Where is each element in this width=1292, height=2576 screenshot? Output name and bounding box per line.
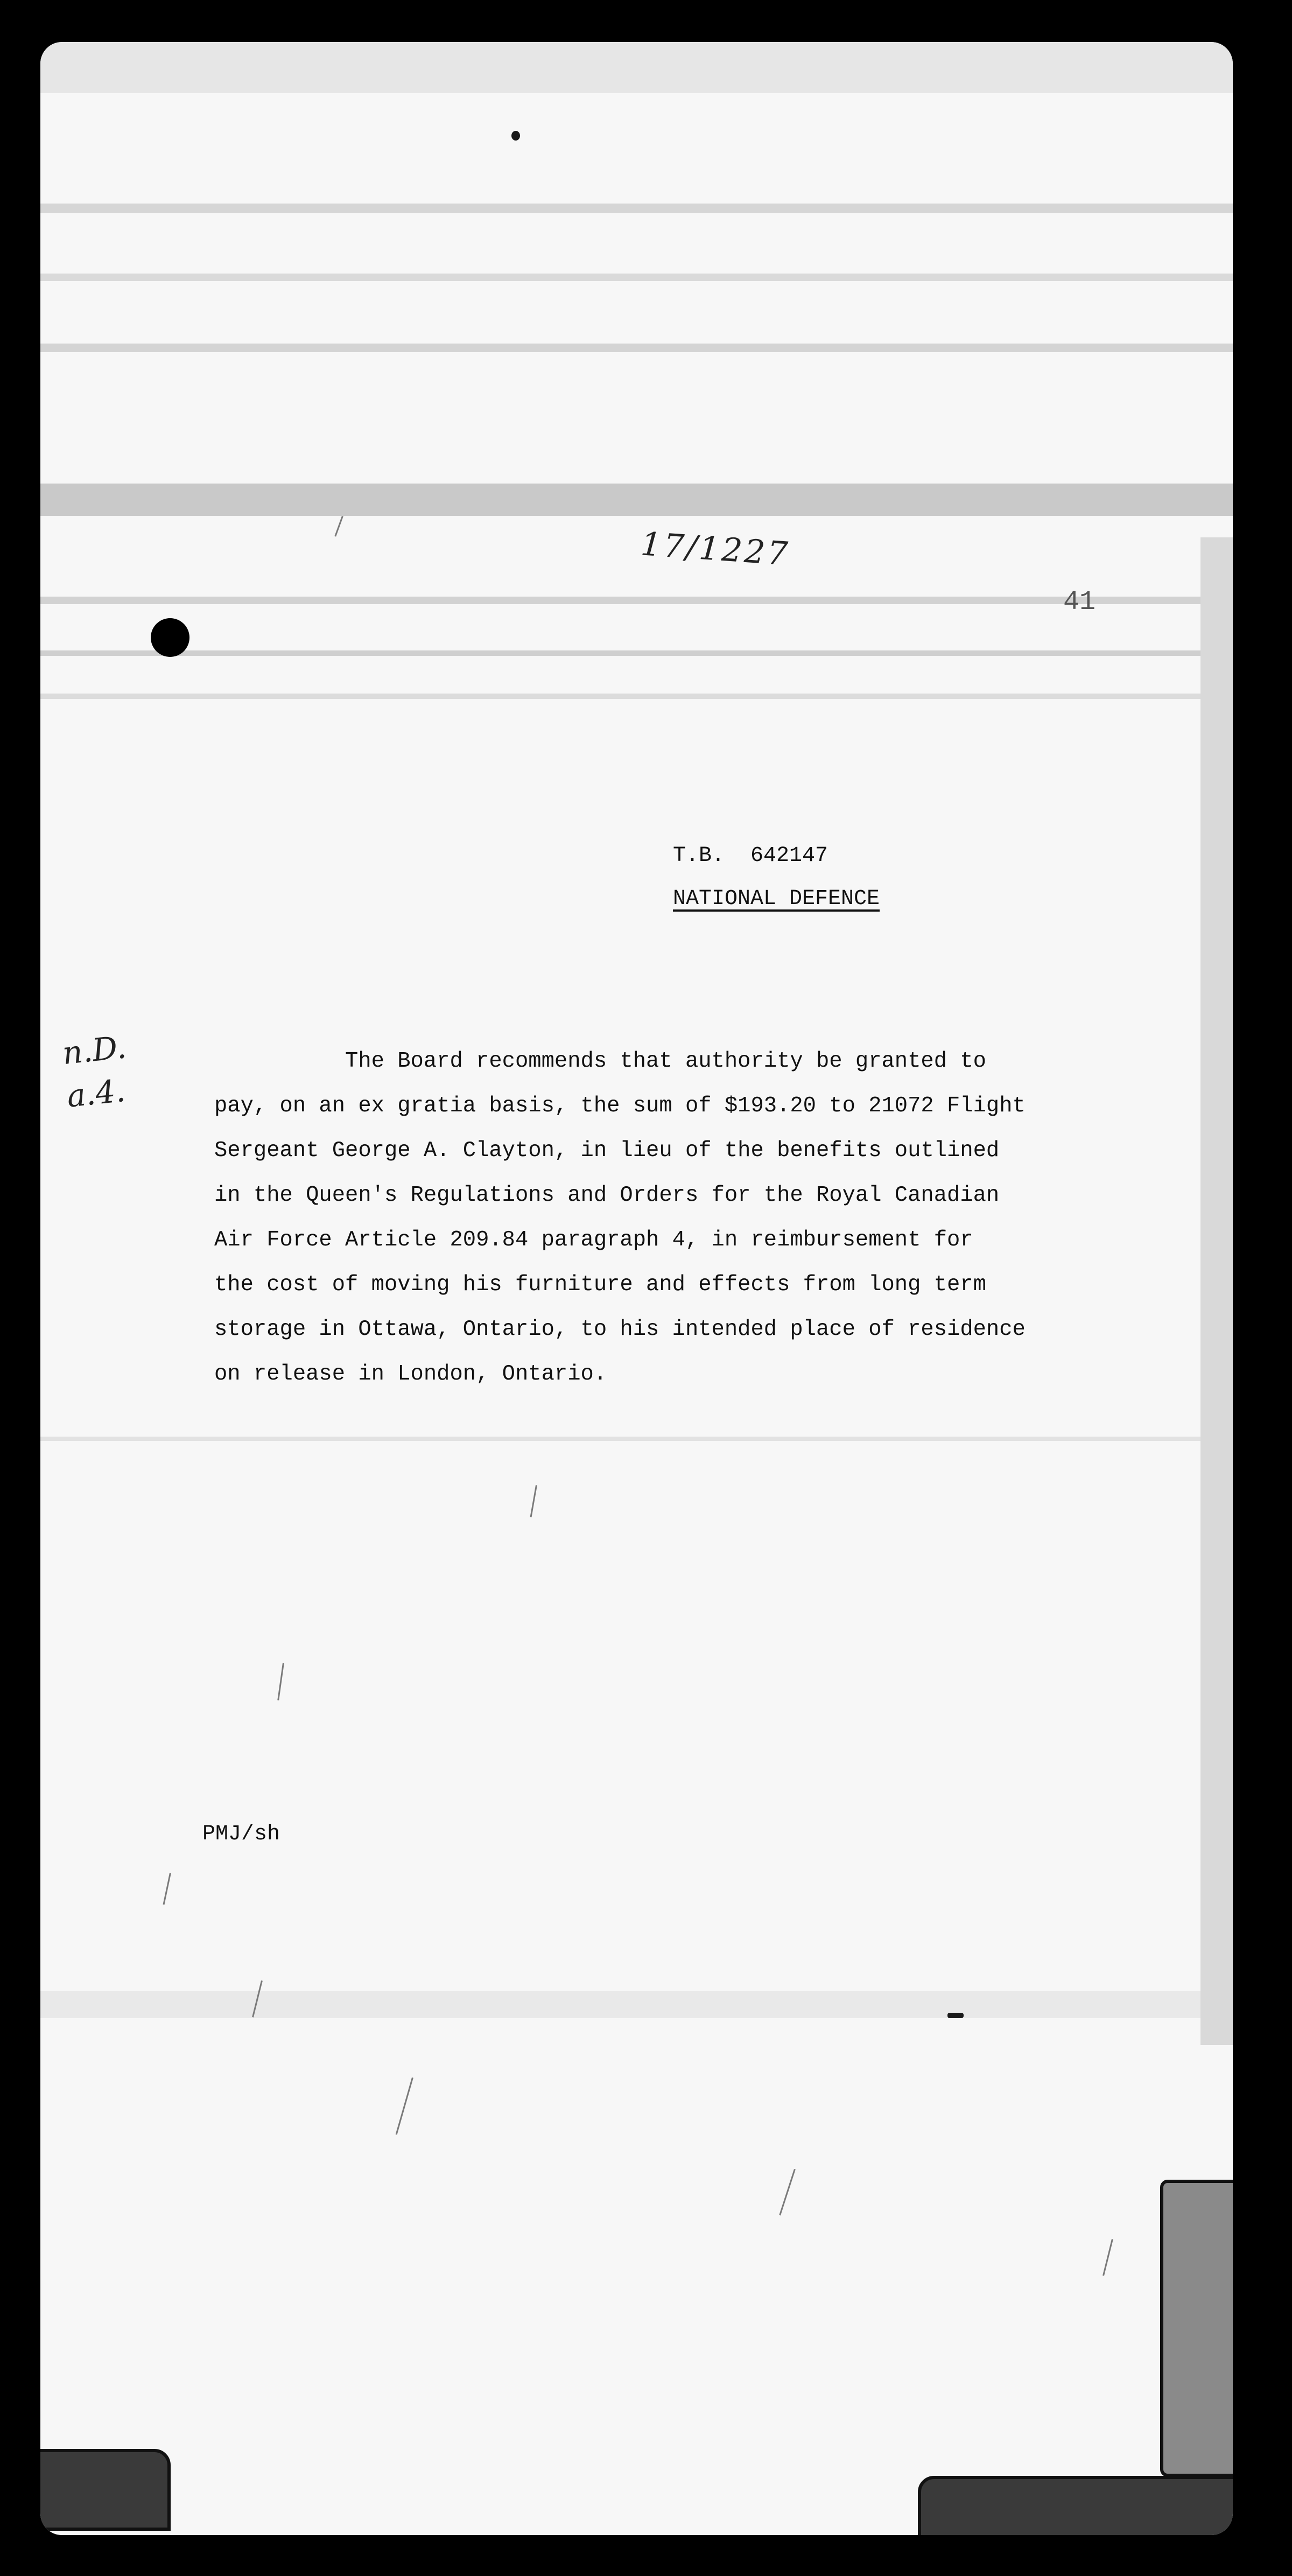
paragraph-line: the cost of moving his furniture and effects from long term [214,1272,986,1297]
typist-initials: PMJ/sh [202,1822,280,1846]
speck [511,131,520,141]
scratch [277,1663,284,1700]
film-corner-tab [40,2449,171,2531]
speck [947,2013,964,2018]
punch-hole [151,618,189,657]
scan-band [40,694,1233,699]
scan-band [40,274,1233,281]
film-corner-tab [1160,2180,1233,2477]
scratch [530,1485,537,1517]
paragraph-line: pay, on an ex gratia basis, the sum of $193.20 to 21072 Flight [214,1094,1026,1118]
scratch [779,2169,796,2216]
treasury-board-number: T.B. 642147 [673,844,828,868]
scan-band [40,204,1233,213]
paragraph-line: Sergeant George A. Clayton, in lieu of the benefits outlined [214,1138,1000,1163]
page-edge-shadow [1200,537,1233,2045]
margin-note-line: n.D. [60,1028,128,1072]
reference-block [673,843,880,913]
scan-band [40,344,1233,352]
scan-band [40,1991,1233,2018]
paragraph-line: on release in London, Ontario. [214,1362,607,1387]
scratch [334,516,343,537]
folio-number: 41 [1063,587,1096,618]
margin-note-line: a.4. [65,1072,127,1115]
paragraph-line: The Board recommends that authority be granted to [214,1049,986,1074]
scan-band [40,42,1233,93]
department-heading: NATIONAL DEFENCE [673,887,880,911]
scratch [1103,2239,1113,2276]
paragraph-line: in the Queen's Regulations and Orders for the Royal Canadian [214,1183,1000,1208]
scan-band [40,1437,1233,1441]
paragraph-line: storage in Ottawa, Ontario, to his intended place of residence [214,1317,1026,1342]
scan-band [40,484,1233,516]
recommendation-paragraph [214,1039,1086,1397]
paragraph-line: Air Force Article 209.84 paragraph 4, in reimbursement for [214,1228,973,1252]
scan-band [40,650,1233,656]
scan-band [40,597,1233,604]
scratch [396,2077,413,2135]
margin-note [60,1025,133,1118]
film-corner-tab [918,2476,1233,2535]
scratch [163,1873,171,1905]
file-number: 17/1227 [639,525,791,573]
